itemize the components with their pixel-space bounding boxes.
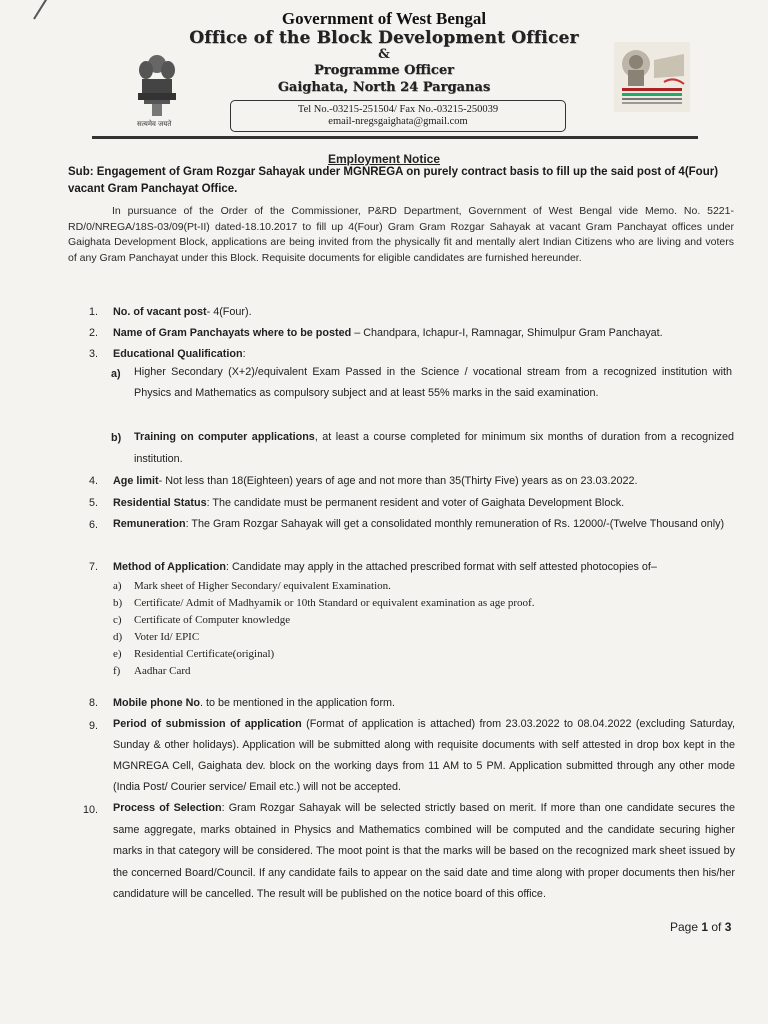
item-number: 1. (89, 306, 99, 318)
item-process-of-selection (113, 798, 735, 906)
item-submission-period (113, 714, 735, 798)
item-age-limit (113, 471, 743, 491)
sub-item-label: Training on computer applications (134, 431, 315, 443)
sub-item-mark: a) (111, 368, 121, 380)
document-item: Residential Certificate(original) (134, 648, 275, 660)
document-mark: d) (113, 631, 123, 643)
item-label: Method of Application (113, 561, 226, 573)
header-ampersand: & (378, 47, 390, 62)
item-remuneration (113, 514, 733, 535)
item-number: 4. (89, 475, 99, 487)
document-item: Certificate/ Admit of Madhyamik or 10th Standard or equivalent examination as age proof. (134, 597, 535, 609)
item-text: (Format of application is attached) from 23.03.2022 to 08.04.2022 (excluding Saturday, Sunday & other holidays). Application will be submitted along with requisite documents with self attested in drop box kept in the MGNREGA Cell, Gaighata dev. block on the working days from 11 AM to 5 PM. Application submitted through any other mode (India Post/ Courier service/ Email etc.) will not be accepted. (113, 718, 735, 793)
document-item: Certificate of Computer knowledge (134, 614, 291, 626)
header-divider (92, 136, 698, 139)
item-number: 8. (89, 697, 99, 709)
item-text: : Candidate may apply in the attached prescribed format with self attested photocopies of– (225, 561, 657, 573)
contact-email: email-nregsgaighata@gmail.com (328, 116, 468, 127)
item-label: No. of vacant post (113, 306, 207, 318)
page-total: 3 (724, 920, 732, 934)
sub-item-computer-training (134, 426, 734, 470)
sub-item-mark: b) (111, 432, 122, 444)
item-vacant-post (113, 302, 733, 322)
item-text: : Gram Rozgar Sahayak will be selected strictly based on merit. If more than one candidate secures the same aggregate, marks obtained in Physics and Mathematics combined will be computed and the candidate securing higher marks in that category will be considered. The moot point is that the marks will be based on the recognized mark sheet issued by the concerned Board/Council. If any candidate fails to appear on the said date and time along with proper documents then his/her candidature will be cancelled. The result will be published on the notice board of this office. (113, 802, 735, 901)
header-office: Office of the Block Development Officer (189, 28, 579, 48)
item-text: : The Gram Rozgar Sahayak will get a consolidated monthly remuneration of Rs. 12000/-(Twelve Thousand only) (185, 518, 725, 530)
item-text: - 4(Four). (206, 306, 252, 318)
item-label: Mobile phone No (113, 697, 200, 709)
item-text: – Chandpara, Ichapur-I, Ramnagar, Shimulpur Gram Panchayat. (351, 327, 663, 339)
item-text: - Not less than 18(Eighteen) years of age and not more than 35(Thirty Five) years as on 23.03.2022. (158, 475, 638, 487)
item-method-of-application (113, 557, 743, 577)
item-number: 6. (89, 519, 99, 531)
document-mark: b) (113, 597, 123, 609)
item-label: Period of submission of application (113, 718, 302, 730)
item-label: Residential Status (113, 497, 207, 509)
item-mobile-phone (113, 693, 733, 713)
item-residential-status (113, 493, 743, 513)
item-number: 5. (89, 497, 99, 509)
header-place: Gaighata, North 24 Parganas (277, 80, 491, 95)
page-number: 1 (701, 920, 709, 934)
document-mark: c) (113, 614, 122, 626)
contact-box (230, 100, 566, 132)
item-gram-panchayats (113, 323, 743, 343)
emblem-caption: सत्यमेव जयते (137, 120, 172, 128)
notice-subject: Sub: Engagement of Gram Rozgar Sahayak under MGNREGA on purely contract basis to fill up the said post of 4(Four) vacant Gram Panchayat Office. (68, 166, 719, 195)
item-label: Process of Selection (113, 802, 222, 814)
item-educational-qualification: Educational Qualification: (113, 348, 246, 360)
page-of: of (708, 920, 725, 934)
document-mark: a) (113, 580, 122, 592)
item-label: Name of Gram Panchayats where to be posted (113, 327, 352, 339)
header-government: Government of West Bengal (281, 9, 487, 28)
document-mark: f) (113, 665, 121, 677)
header-programme-officer: Programme Officer (314, 63, 454, 78)
item-text: . to be mentioned in the application form. (199, 697, 396, 709)
sub-item-text: , at least a course completed for minimum six months of duration from a recognized institution. (134, 431, 734, 465)
item-label: Remuneration (113, 518, 186, 530)
item-number: 7. (89, 561, 99, 573)
document-item: Voter Id/ EPIC (134, 631, 200, 643)
document-item: Aadhar Card (134, 665, 191, 677)
intro-paragraph: In pursuance of the Order of the Commissioner, P&RD Department, Government of West Bengal vide Memo. No. 5221-RD/0/NREGA/18S-03/09(Pt-II) dated-18.10.2017 to fill up 4(Four) Gram Gram Rozgar Sahayak at vacant Gram Panchayat offices under Gaighata Development Block, applications are being invited from the physically fit and mentally alert Indian Citizens who are living and voters of any Gram Panchayat under this Block. Requisite documents for eligible candidates are furnished hereunder. (68, 205, 734, 264)
page-label: Page (670, 920, 702, 934)
item-number: 2. (89, 327, 99, 339)
item-number: 9. (89, 720, 99, 732)
item-label: Age limit (113, 475, 159, 487)
item-label: Educational Qualification (113, 348, 243, 360)
contact-tel: Tel No.-03215-251504/ Fax No.-03215-250039 (297, 104, 499, 115)
item-number: 3. (89, 348, 99, 360)
page-indicator (670, 920, 731, 934)
document-item: Mark sheet of Higher Secondary/ equivalent Examination. (134, 580, 391, 592)
item-number: 10. (83, 804, 99, 816)
document-mark: e) (113, 648, 122, 660)
notice-title: Employment Notice (327, 152, 441, 166)
sub-item-higher-secondary: Higher Secondary (X+2)/equivalent Exam Passed in the Science / vocational stream from a recognized institution with Physics and Mathematics as compulsory subject and at least 55% marks in the said examination. (134, 366, 732, 399)
item-text: : The candidate must be permanent resident and voter of Gaighata Development Block. (206, 497, 625, 509)
